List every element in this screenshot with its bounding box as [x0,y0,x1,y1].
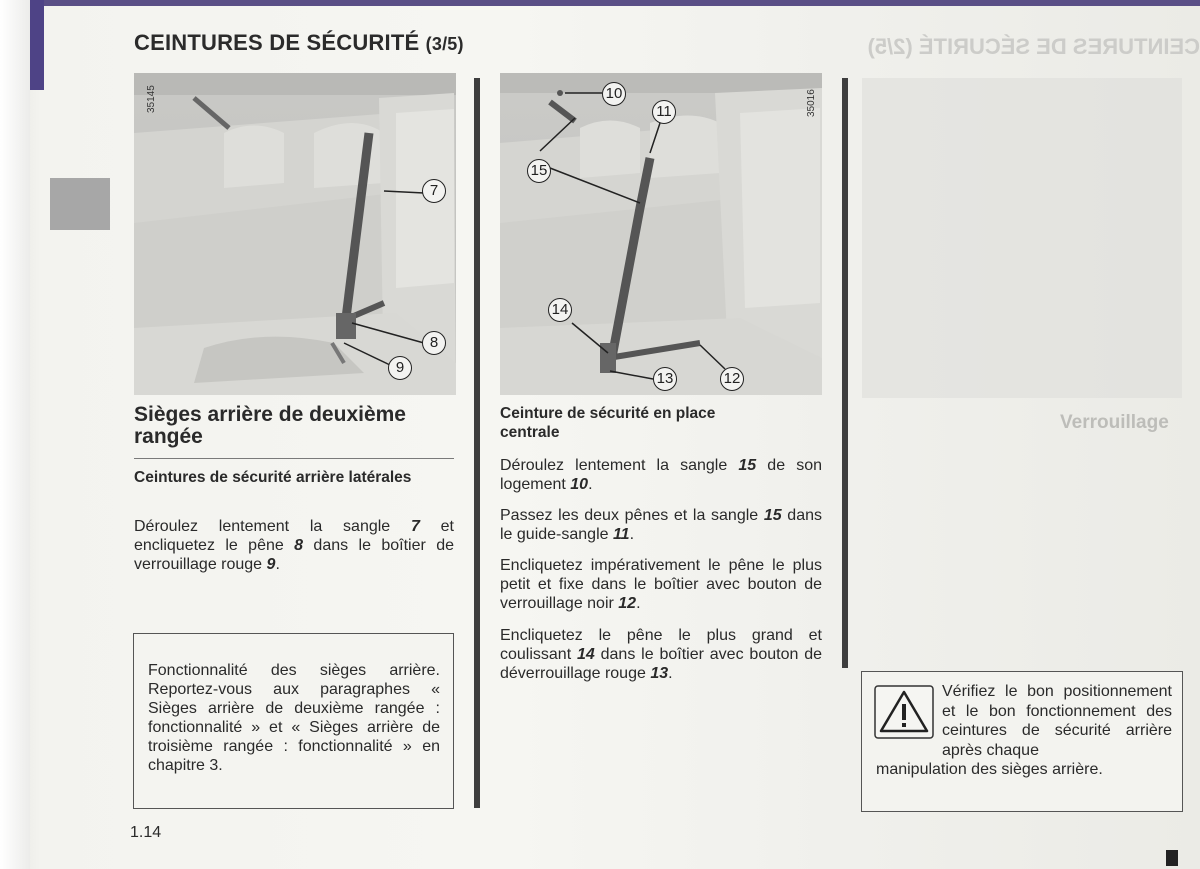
paragraph-center-2: Passez les deux pênes et la sangle 15 dans le guide-sangle 11. [500,507,823,543]
column-rule-right [842,78,848,668]
column-rule-left [474,78,480,808]
ref-7: 7 [410,518,420,535]
section-divider [134,458,454,459]
callout-10: 10 [602,82,626,106]
warning-text-tail: manipulation des sièges arrière. [876,761,1103,778]
warning-box [861,671,1183,812]
section-heading-center-belt: Ceinture de sécurité en place centrale [500,405,716,441]
warning-text: Vérifiez le bon positionnement et le bon fonctionnement des ceintures de sécurité arrière après chaque [942,683,1172,759]
chapter-tab [50,178,110,230]
page-title-part: (3/5) [425,34,464,54]
callout-15: 15 [527,159,551,183]
paragraph-side-belts: Déroulez lentement la sangle 7 et encliquetez le pêne 8 dans le boîtier de verrouillage rouge 9. [134,518,454,573]
callout-11: 11 [652,100,676,124]
ref-9: 9 [266,556,276,573]
callout-12: 12 [720,367,744,391]
page-title [134,30,464,56]
note-box [133,633,454,809]
figure-code: 35016 [806,89,817,117]
callout-13: 13 [653,367,677,391]
rear-seat-illustration [134,73,456,395]
callout-7: 7 [422,179,446,203]
callout-9: 9 [388,356,412,380]
paragraph-center-3: Encliquetez impérativement le pêne le plus petit et fixe dans le boîtier avec bouton de verrouillage noir 12. [500,557,822,612]
paragraph-center-1: Déroulez lentement la sangle 15 de son logement 10. [500,457,822,493]
bleed-through-heading: Verrouillage [1060,412,1169,433]
warning-triangle-icon [874,685,934,739]
bleed-through-figure [862,78,1182,398]
figure-code: 35145 [146,85,157,113]
bleed-through-title: CEINTURES DE SÉCURITÉ (2/5) [867,34,1200,59]
binding-shadow [0,0,30,869]
ref-8: 8 [294,537,304,554]
callout-8: 8 [422,331,446,355]
page-title-text: CEINTURES DE SÉCURITÉ [134,30,420,55]
corner-mark [1166,850,1178,866]
paragraph-center-4: Encliquetez le pêne le plus grand et coulissant 14 dans le boîtier avec bouton de déverrouillage rouge 13. [500,627,823,682]
subheading-side-belts: Ceintures de sécurité arrière latérales [134,469,412,486]
page-number: 1.14 [130,824,162,841]
note-text: Fonctionnalité des sièges arrière. Reportez-vous aux paragraphes « Sièges arrière de deuxième rangée : fonctionnalité » et « Sièges arrière de troisième rangée : fonctionnalité » en chapitre 3. [148,662,440,774]
callout-14: 14 [548,298,572,322]
figure-rear-side-belts [134,73,456,395]
section-heading-second-row: Sièges arrière de deuxième rangée [134,403,406,448]
top-color-bar [38,0,1200,6]
figure-center-belt [500,73,822,395]
side-color-bar [30,0,44,90]
